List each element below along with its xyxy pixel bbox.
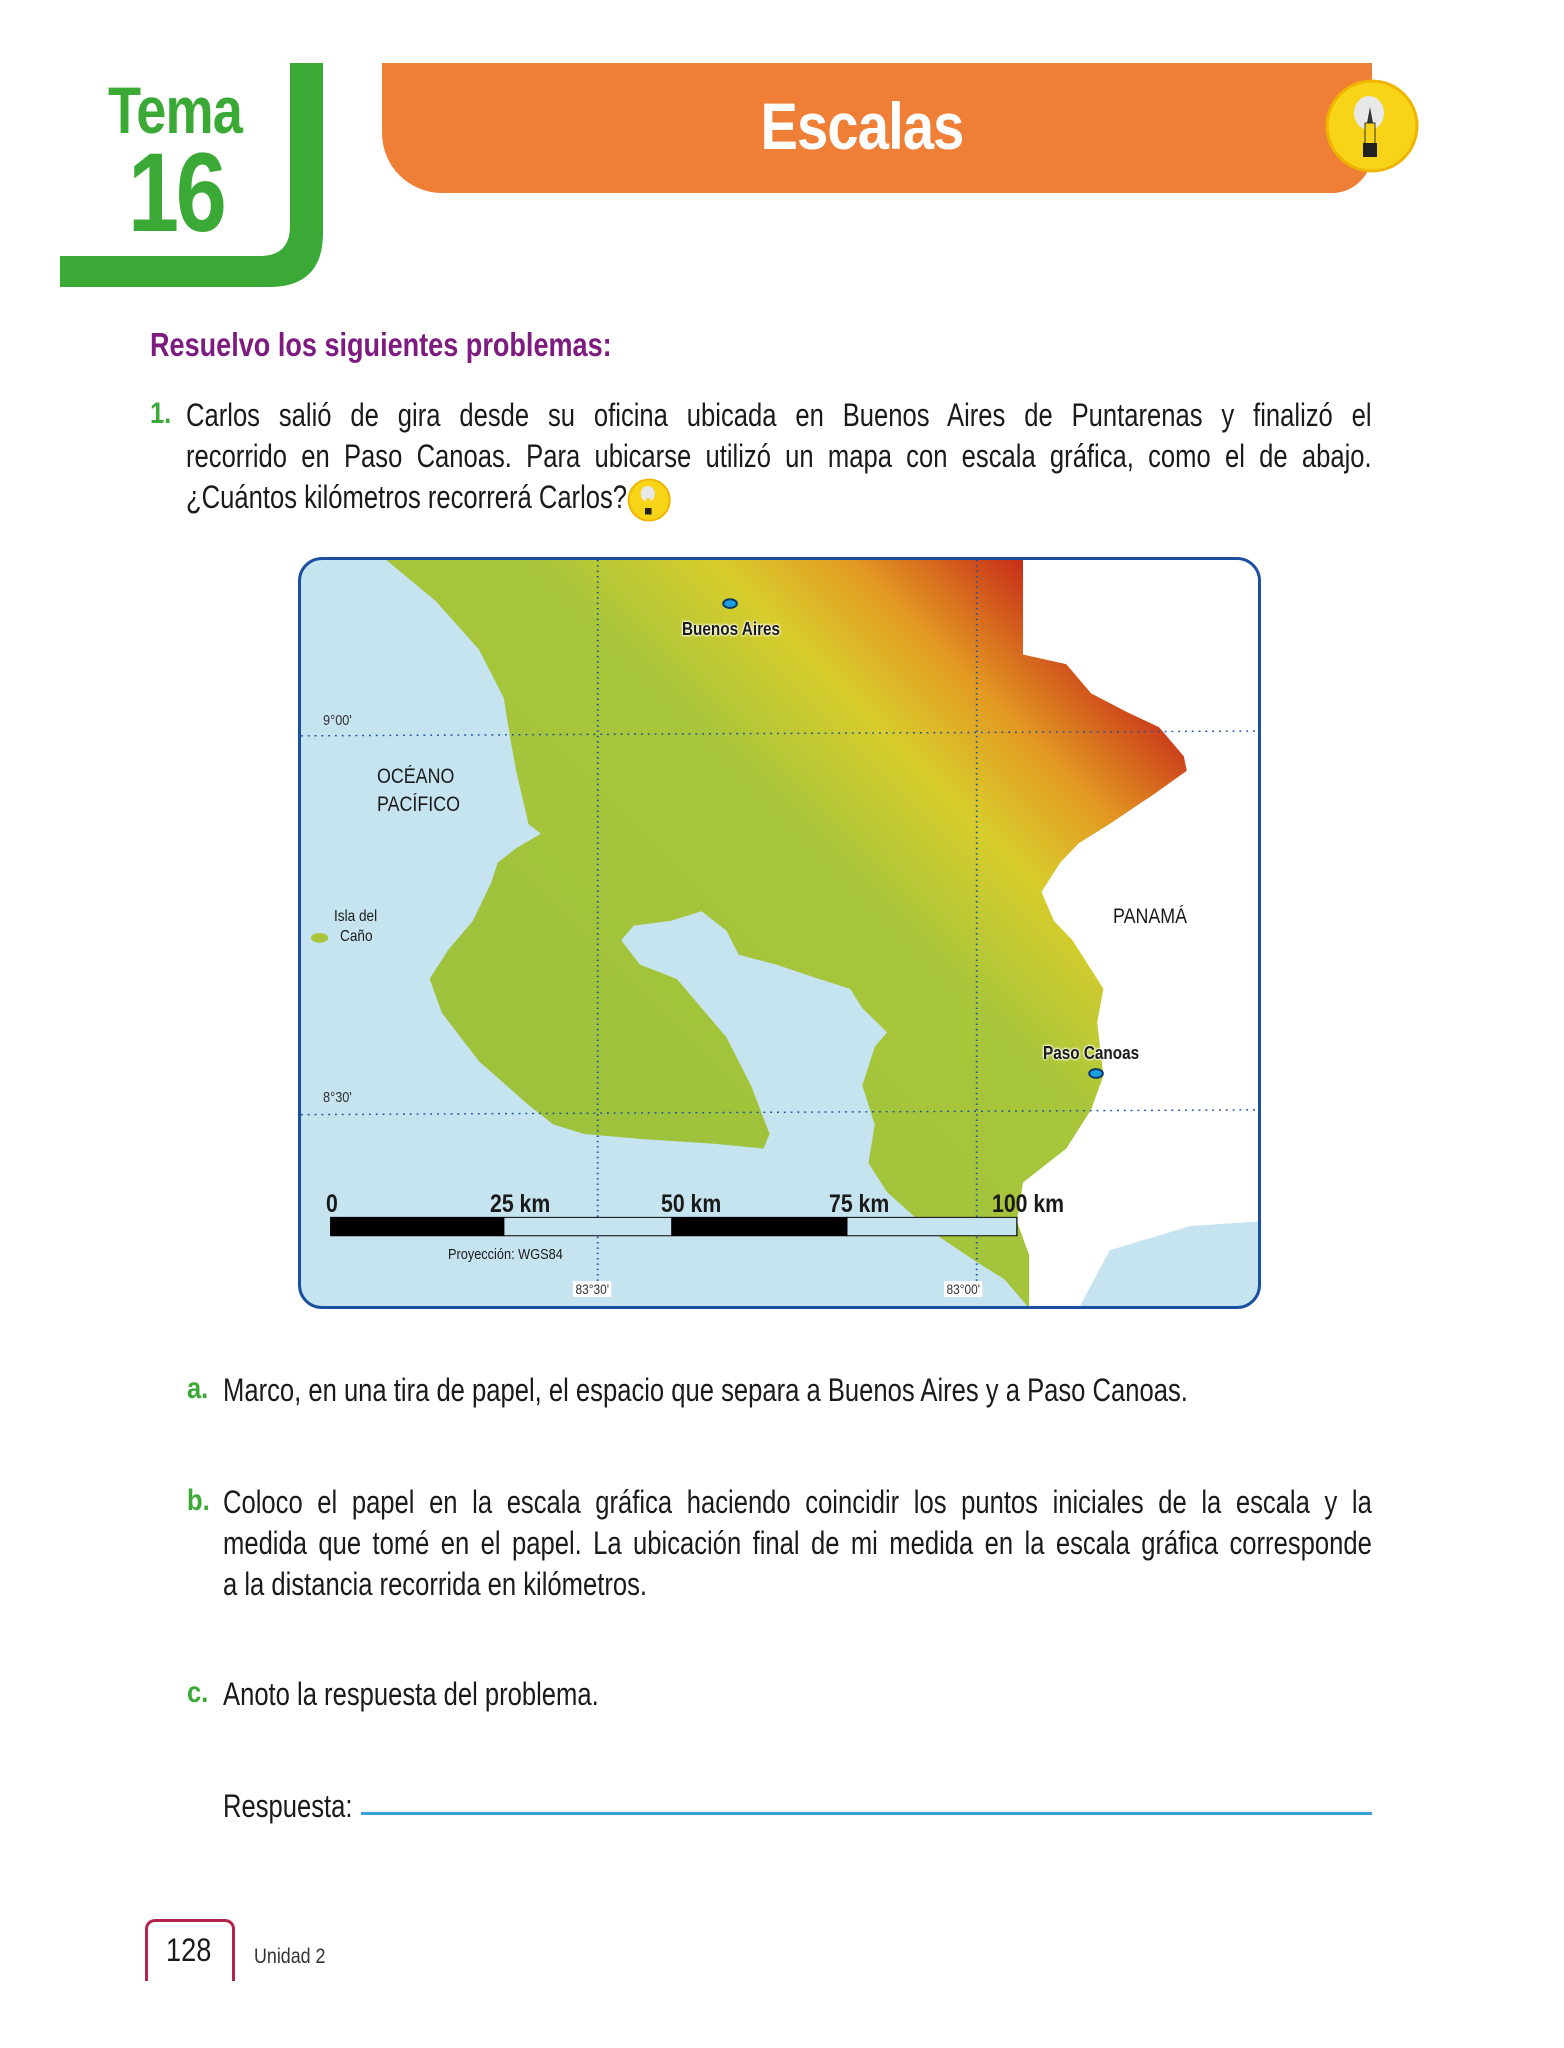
step-label-c: c. [187,1676,209,1709]
step-line: Coloco el papel en la escala gráfica haciendo coincidir los puntos iniciales de la escala y la [223,1484,1372,1520]
scale-segment [847,1217,1017,1235]
paso-canoas-marker [1089,1069,1103,1078]
step-line: Anoto la respuesta del problema. [223,1676,599,1712]
buenos-aires-marker [723,599,737,608]
scale-segment [504,1217,672,1235]
longitude-label: 83°00' [944,1281,983,1297]
step-a-text [223,1370,1409,1411]
ocean-label: OCÉANO [376,765,454,789]
city-label-paso-canoas: Paso Canoas [1042,1042,1139,1063]
problem-line [186,477,1372,522]
lightbulb-pencil-icon [625,478,673,522]
lightbulb-pencil-icon [1325,79,1419,173]
step-b-text [223,1482,1372,1605]
isla-del-cano [311,933,328,943]
problem-line: Carlos salió de gira desde su oficina ubicada en Buenos Aires de Puntarenas y finalizó el [186,397,1372,433]
island-label: Isla del [333,907,377,925]
scale-segment [331,1217,504,1235]
problem-question: ¿Cuántos kilómetros recorrerá Carlos? [186,479,628,515]
island-label: Caño [340,927,373,945]
longitude-label: 83°30' [573,1281,612,1297]
answer-label: Respuesta: [223,1788,353,1824]
terrain-map [301,560,1258,1306]
scale-label: 75 km [829,1189,890,1218]
scale-label: 25 km [490,1189,551,1218]
problem-text [186,395,1372,522]
problem-line: recorrido en Paso Canoas. Para ubicarse utilizó un mapa con escala gráfica, como el de abajo. [186,438,1372,474]
step-line: Marco, en una tira de papel, el espacio que separa a Buenos Aires y a Paso Canoas. [223,1372,1188,1408]
step-label-a: a. [187,1372,209,1405]
latitude-label: 9°00' [323,712,352,730]
step-line: a la distancia recorrida en kilómetros. [223,1566,648,1602]
unit-label: Unidad 2 [254,1945,326,1968]
answer-input-line[interactable] [361,1812,1372,1815]
section-heading: Resuelvo los siguientes problemas: [150,326,612,363]
map-figure [298,557,1261,1309]
tema-label: Tema [108,73,243,147]
step-label-b: b. [187,1484,210,1517]
scale-label: 0 [325,1189,338,1218]
latitude-label: 8°30' [323,1088,352,1106]
city-label-buenos-aires: Buenos Aires [681,618,780,639]
ocean-label: PACÍFICO [376,792,460,816]
scale-bar [331,1217,1017,1235]
page-number: 128 [166,1932,212,1968]
step-c-text [223,1674,1409,1715]
page-title: Escalas [760,89,964,163]
country-label: PANAMÁ [1112,905,1187,929]
scale-segment [672,1217,847,1235]
scale-label: 50 km [660,1189,722,1218]
projection-label: Proyección: WGS84 [448,1246,564,1264]
problem-number: 1. [150,397,172,430]
tema-number: 16 [128,130,224,255]
scale-label: 100 km [991,1189,1065,1218]
step-line: medida que tomé en el papel. La ubicación final de mi medida en la escala gráfica corresponde [223,1525,1372,1561]
